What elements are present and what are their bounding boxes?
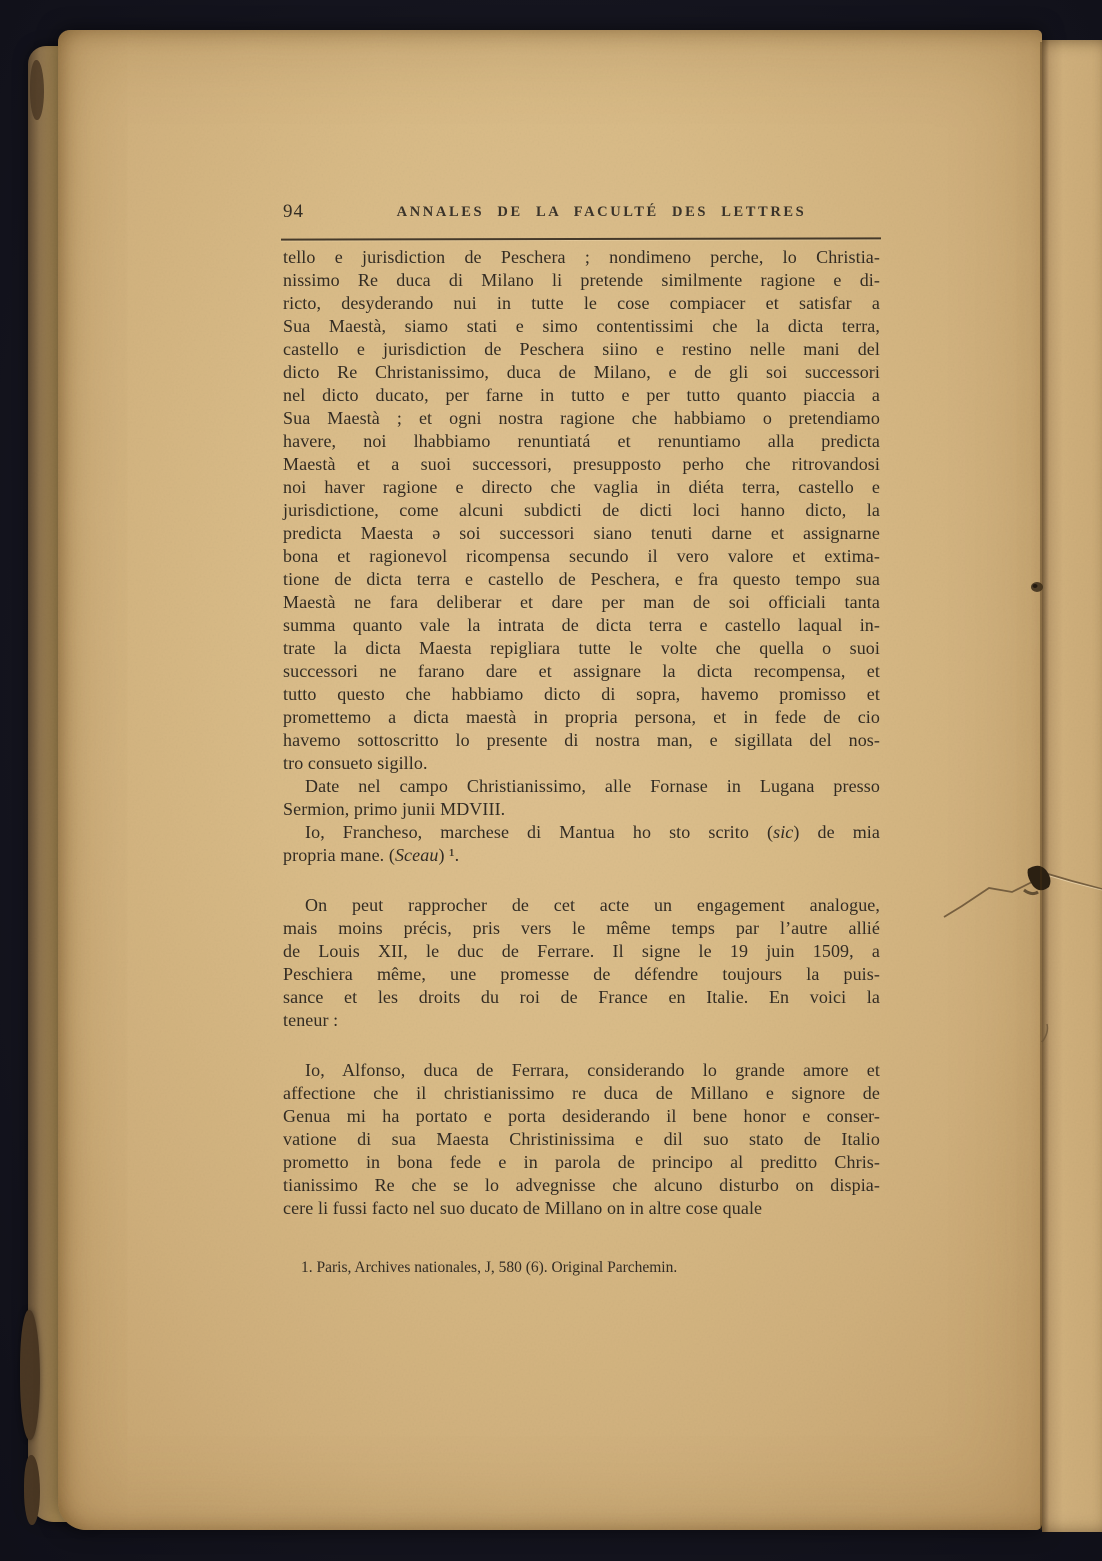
text-line: Io, Alfonso, duca de Ferrara, considerando lo grande amore et bbox=[305, 1060, 880, 1080]
text-line: teneur : bbox=[283, 1010, 339, 1030]
text-line: sance et les droits du roi de France en Italie. En voici la bbox=[283, 987, 880, 1007]
adjacent-page-edge bbox=[1042, 40, 1102, 1532]
paragraph bbox=[283, 246, 880, 775]
text-line: jurisdictione, come alcuni subdicti de dicti loci hanno dicto, la bbox=[283, 500, 880, 520]
text-line: tello e jurisdiction de Peschera ; nondimeno perche, lo Christia- bbox=[283, 247, 880, 267]
text-line: cere li fussi facto nel suo ducato de Millano on in altre cose quale bbox=[283, 1198, 763, 1218]
text-line: havere, noi lhabbiamo renuntiatá et renuntiamo alla predicta bbox=[283, 431, 880, 451]
text-line: summa quanto vale la intrata de dicta terra e castello laqual in- bbox=[283, 615, 880, 635]
text-line: nel dicto ducato, per farne in tutto e per tutto quanto piaccia a bbox=[283, 385, 880, 405]
text-line: promettemo a dicta maestà in propria persona, et in fede de cio bbox=[283, 707, 880, 727]
text-line: Sermion, primo junii MDVIII. bbox=[283, 799, 506, 819]
text-line: Maestà et a suoi successori, presupposto perho che ritrovandosi bbox=[283, 454, 880, 474]
text-line: Genua mi ha portato e porta desiderando il bene honor e conser- bbox=[283, 1106, 880, 1126]
text-line: propria mane. (Sceau) ¹. bbox=[283, 845, 460, 865]
text-line: mais moins précis, pris vers le même temps par l’autre allié bbox=[283, 918, 880, 938]
paragraph bbox=[283, 775, 880, 821]
text-line: dicto Re Christanissimo, duca de Milano, e de gli soi successori bbox=[283, 362, 880, 382]
page-number: 94 bbox=[283, 201, 304, 222]
text-line: Date nel campo Christianissimo, alle Fornase in Lugana presso bbox=[305, 776, 880, 796]
text-line: Maestà ne fara deliberar et dare per man de soi officiali tanta bbox=[283, 592, 880, 612]
text-line: successori ne farano dare et assignare la dicta recompensa, et bbox=[283, 661, 880, 681]
paragraph bbox=[283, 821, 880, 867]
text-block bbox=[283, 246, 880, 1220]
text-line: ricto, desyderando nui in tutte le cose compiacer et satisfar a bbox=[283, 293, 880, 313]
text-line: tione de dicta terra e castello de Peschera, e fra questo tempo sua bbox=[283, 569, 880, 589]
text-line: Io, Francheso, marchese di Mantua ho sto scrito (sic) de mia bbox=[305, 822, 880, 842]
text-line: tro consueto sigillo. bbox=[283, 753, 428, 773]
text-line: noi haver ragione e directo che vaglia in diéta terra, castello e bbox=[283, 477, 880, 497]
text-line: tianissimo Re che se lo advegnisse che alcuno disturbo on dispia- bbox=[283, 1175, 880, 1195]
binding-damage-spot bbox=[30, 60, 44, 120]
text-line: tutto questo che habbiamo dicto di sopra, havemo promisso et bbox=[283, 684, 880, 704]
text-line: On peut rapprocher de cet acte un engagement analogue, bbox=[305, 895, 880, 915]
text-line: nissimo Re duca di Milano li pretende similmente ragione e di- bbox=[283, 270, 880, 290]
text-line: prometto in bona fede e in parola de principo al preditto Chris- bbox=[283, 1152, 880, 1172]
footnote: 1. Paris, Archives nationales, J, 580 (6). Original Parchemin. bbox=[301, 1259, 678, 1276]
text-line: Peschiera même, une promesse de défendre toujours la puis- bbox=[283, 964, 880, 984]
text-line: Sua Maestà ; et ogni nostra ragione che habbiamo o pretendiamo bbox=[283, 408, 880, 428]
text-line: havemo sottoscritto lo presente di nostra man, e sigillata del nos- bbox=[283, 730, 880, 750]
text-line: affectione che il christianissimo re duca de Millano e signore de bbox=[283, 1083, 880, 1103]
text-line: castello e jurisdiction de Peschera siino e restino nelle mani del bbox=[283, 339, 880, 359]
text-line: Sua Maestà, siamo stati e simo contentissimi che la dicta terra, bbox=[283, 316, 880, 336]
binding-damage-spot bbox=[24, 1455, 40, 1525]
paragraph bbox=[283, 1059, 880, 1220]
text-line: trate la dicta Maesta repigliara tutte le volte che quella o suoi bbox=[283, 638, 880, 658]
paragraph bbox=[283, 894, 880, 1032]
binding-damage-spot bbox=[20, 1310, 40, 1440]
text-line: de Louis XII, le duc de Ferrare. Il signe le 19 juin 1509, a bbox=[283, 941, 880, 961]
text-line: predicta Maesta ə soi successori siano tenuti darne et assignarne bbox=[283, 523, 880, 543]
page-header bbox=[283, 201, 880, 225]
text-line: vatione di sua Maesta Christinissima e dil suo stato de Italio bbox=[283, 1129, 880, 1149]
text-line: bona et ragionevol ricompensa secundo il vero valore et extima- bbox=[283, 546, 880, 566]
running-title: ANNALES DE LA FACULTÉ DES LETTRES bbox=[396, 204, 807, 220]
